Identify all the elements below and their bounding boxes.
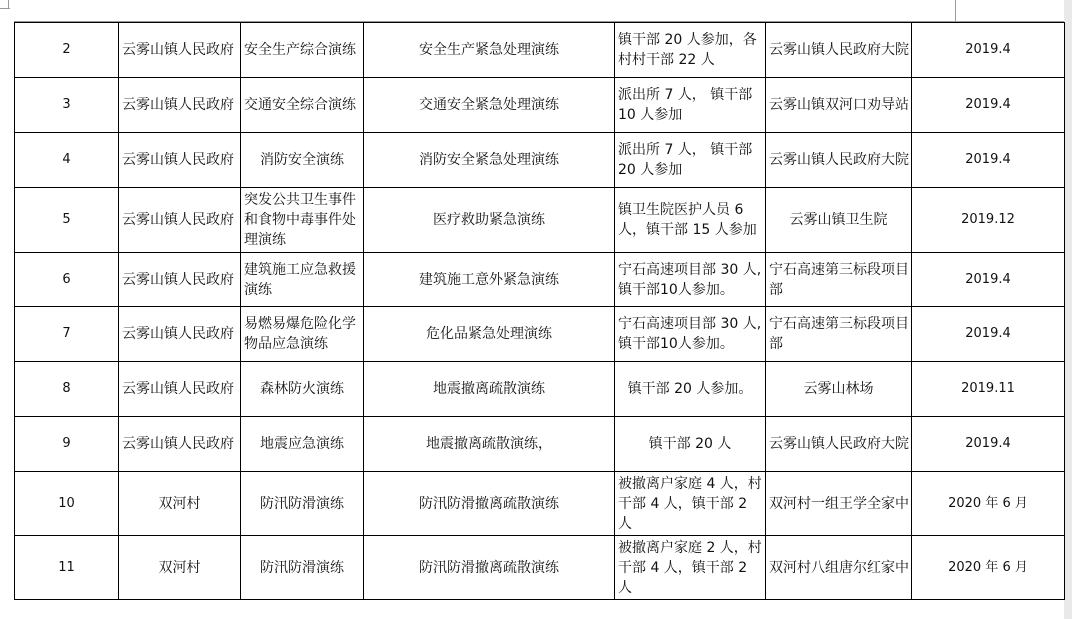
drill-content-cell: 建筑施工意外紧急演练 [364, 253, 615, 307]
table-row [15, 188, 1065, 253]
organizer-cell: 云雾山镇人民政府 [119, 188, 241, 253]
organizer-cell: 云雾山镇人民政府 [119, 78, 241, 133]
table-row [15, 133, 1065, 188]
table-row [15, 536, 1065, 600]
drill-content-cell: 医疗救助紧急演练 [364, 188, 615, 253]
drill-name-cell: 防汛防滑演练 [241, 536, 364, 600]
participants-cell: 镇干部 20 人 [615, 417, 766, 472]
drill-name-cell: 建筑施工应急救援演练 [241, 253, 364, 307]
drill-content-cell: 地震撤离疏散演练， [364, 417, 615, 472]
drill-name-cell: 森林防火演练 [241, 362, 364, 417]
drill-content-cell: 地震撤离疏散演练 [364, 362, 615, 417]
table-row [15, 78, 1065, 133]
row-number: 3 [15, 78, 119, 133]
location-cell: 双河村一组王学全家中 [766, 472, 912, 536]
location-cell: 云雾山镇双河口劝导站 [766, 78, 912, 133]
participants-cell: 派出所 7 人， 镇干部 20 人参加 [615, 133, 766, 188]
organizer-cell: 云雾山镇人民政府 [119, 362, 241, 417]
drill-name-cell: 地震应急演练 [241, 417, 364, 472]
date-cell: 2019.4 [912, 253, 1065, 307]
page-top-margin [0, 0, 1072, 22]
organizer-cell: 云雾山镇人民政府 [119, 417, 241, 472]
participants-cell: 被撤离户家庭 4 人，村干部 4 人，镇干部 2 人 [615, 472, 766, 536]
table-row [15, 417, 1065, 472]
drill-content-cell: 防汛防滑撤离疏散演练 [364, 472, 615, 536]
table-row [15, 23, 1065, 78]
date-cell: 2019.4 [912, 23, 1065, 78]
corner-crop-mark [0, 0, 10, 10]
participants-cell: 宁石高速项目部 30 人,镇干部10人参加。 [615, 307, 766, 362]
drill-content-cell: 消防安全紧急处理演练 [364, 133, 615, 188]
row-number: 10 [15, 472, 119, 536]
date-cell: 2019.11 [912, 362, 1065, 417]
drill-content-cell: 交通安全紧急处理演练 [364, 78, 615, 133]
date-cell: 2019.4 [912, 78, 1065, 133]
row-number: 2 [15, 23, 119, 78]
organizer-cell: 云雾山镇人民政府 [119, 23, 241, 78]
location-cell: 宁石高速第三标段项目部 [766, 253, 912, 307]
drill-content-cell: 安全生产紧急处理演练 [364, 23, 615, 78]
location-cell: 双河村八组唐尔红家中 [766, 536, 912, 600]
row-number: 8 [15, 362, 119, 417]
drill-name-cell: 突发公共卫生事件和食物中毒事件处理演练 [241, 188, 364, 253]
organizer-cell: 云雾山镇人民政府 [119, 133, 241, 188]
location-cell: 云雾山林场 [766, 362, 912, 417]
date-cell: 2020 年 6 月 [912, 536, 1065, 600]
location-cell: 云雾山镇卫生院 [766, 188, 912, 253]
row-number: 11 [15, 536, 119, 600]
column-boundary-mark [955, 0, 956, 21]
drill-records-table [14, 22, 1065, 600]
table-row [15, 307, 1065, 362]
row-number: 9 [15, 417, 119, 472]
row-number: 7 [15, 307, 119, 362]
participants-cell: 镇卫生院医护人员 6 人，镇干部 15 人参加 [615, 188, 766, 253]
drill-name-cell: 防汛防滑演练 [241, 472, 364, 536]
date-cell: 2019.4 [912, 307, 1065, 362]
participants-cell: 镇干部 20 人参加。 [615, 362, 766, 417]
drill-content-cell: 危化品紧急处理演练 [364, 307, 615, 362]
participants-cell: 被撤离户家庭 2 人，村干部 4 人，镇干部 2 人 [615, 536, 766, 600]
organizer-cell: 双河村 [119, 536, 241, 600]
date-cell: 2019.4 [912, 133, 1065, 188]
row-number: 5 [15, 188, 119, 253]
participants-cell: 镇干部 20 人参加，各村村干部 22 人 [615, 23, 766, 78]
table-row [15, 253, 1065, 307]
location-cell: 宁石高速第三标段项目部 [766, 307, 912, 362]
row-number: 6 [15, 253, 119, 307]
participants-cell: 派出所 7 人， 镇干部 10 人参加 [615, 78, 766, 133]
drill-name-cell: 交通安全综合演练 [241, 78, 364, 133]
organizer-cell: 双河村 [119, 472, 241, 536]
location-cell: 云雾山镇人民政府大院 [766, 23, 912, 78]
drill-name-cell: 消防安全演练 [241, 133, 364, 188]
table-row [15, 472, 1065, 536]
date-cell: 2019.12 [912, 188, 1065, 253]
table-row [15, 362, 1065, 417]
row-number: 4 [15, 133, 119, 188]
drill-name-cell: 安全生产综合演练 [241, 23, 364, 78]
participants-cell: 宁石高速项目部 30 人,镇干部10人参加。 [615, 253, 766, 307]
drill-name-cell: 易燃易爆危险化学物品应急演练 [241, 307, 364, 362]
organizer-cell: 云雾山镇人民政府 [119, 307, 241, 362]
window-edge [1064, 0, 1072, 619]
location-cell: 云雾山镇人民政府大院 [766, 133, 912, 188]
date-cell: 2020 年 6 月 [912, 472, 1065, 536]
date-cell: 2019.4 [912, 417, 1065, 472]
drill-content-cell: 防汛防滑撤离疏散演练 [364, 536, 615, 600]
location-cell: 云雾山镇人民政府大院 [766, 417, 912, 472]
organizer-cell: 云雾山镇人民政府 [119, 253, 241, 307]
